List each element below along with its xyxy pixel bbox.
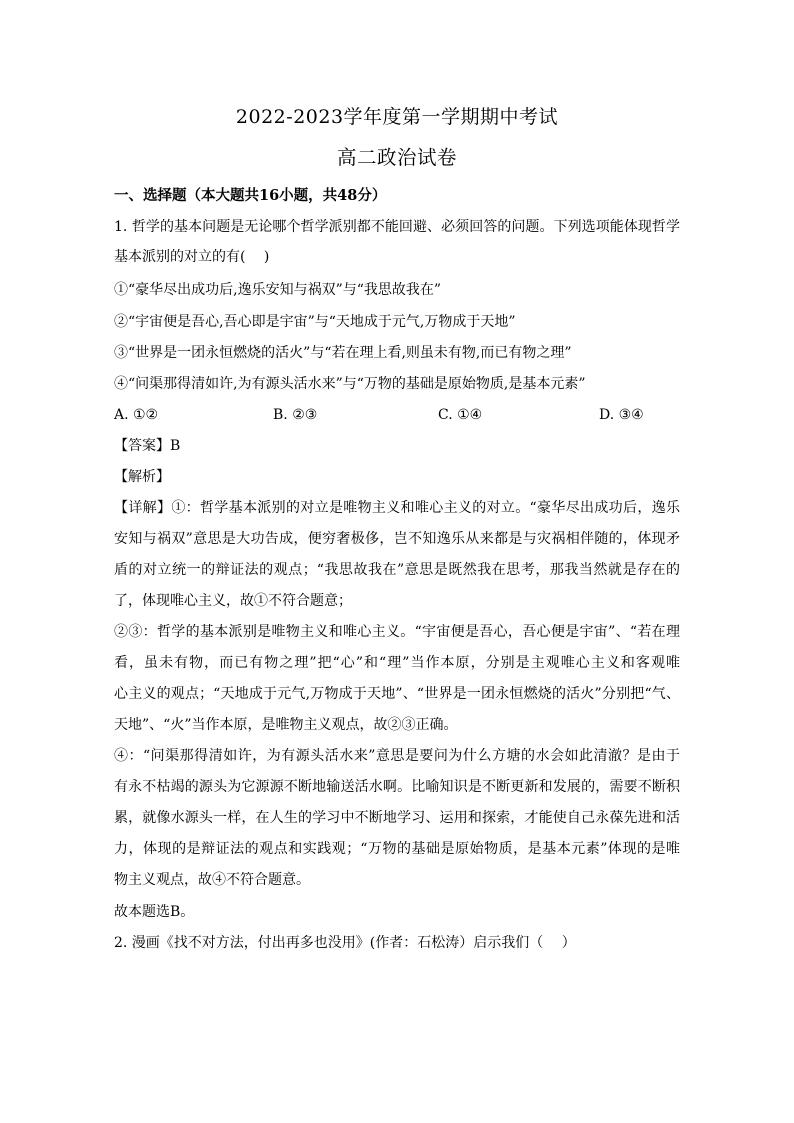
q1-item-3: ③“世界是一团永恒燃烧的活火”与“若在理上看,则虽未有物,而已有物之理” <box>114 345 572 361</box>
q1-detail-line: 天地”、“火”当作本原，是唯物主义观点，故②③正确。 <box>114 717 458 733</box>
q1-detail-line: 物主义观点，故④不符合题意。 <box>114 872 310 888</box>
exam-title: 2022-2023学年度第一学期期中考试 <box>235 106 559 128</box>
q1-item-1: ①“豪华尽出成功后,逸乐安知与祸双”与“我思故我在” <box>114 282 442 298</box>
q1-detail-line: 累，就像水源头一样，在人生的学习中不断地学习、运用和探索，才能使自己永葆先进和活 <box>114 810 680 826</box>
q1-option-d: D. ③④ <box>599 407 644 423</box>
q1-detail-line: 力，体现的是辩证法的观点和实践观；“万物的基础是原始物质，是基本元素”体现的是唯 <box>114 841 680 857</box>
q1-conclusion: 故本题选B。 <box>114 904 195 920</box>
exam-subtitle: 高二政治试卷 <box>336 146 457 169</box>
q1-detail-line: 了，体现唯心主义，故①不符合题意； <box>114 593 352 609</box>
q1-option-b: B. ②③ <box>273 407 318 423</box>
q1-detail-line: ④：“问渠那得清如许，为有源头活水来”意思是要问为什么方塘的水会如此清澈？是由于 <box>114 748 680 764</box>
q1-stem-line2: 基本派别的对立的有( ) <box>114 249 270 265</box>
q1-detail-line: 【详解】①：哲学基本派别的对立是唯物主义和唯心主义的对立。“豪华尽出成功后，逸乐 <box>114 500 680 516</box>
q1-analysis-label: 【解析】 <box>114 469 170 485</box>
q1-detail-line: 盾的对立统一的辩证法的观点；“我思故我在”意思是既然我在思考，那我当然就是存在的 <box>114 562 680 578</box>
q1-detail-line: ②③：哲学的基本派别是唯物主义和唯心主义。“宇宙便是吾心，吾心便是宇宙”、“若在理 <box>114 624 680 640</box>
q1-answer: 【答案】B <box>114 438 181 454</box>
q1-detail-line: 有永不枯竭的源头为它源源不断地输送活水啊。比喻知识是不断更新和发展的，需要不断积 <box>114 779 680 795</box>
section-heading: 一、选择题（本大题共16小题，共48分） <box>114 187 387 204</box>
q2-stem: 2. 漫画《找不对方法，付出再多也没用》(作者：石松涛）启示我们（ ） <box>114 935 576 951</box>
q1-stem-line1: 1. 哲学的基本问题是无论哪个哲学派别都不能回避、必须回答的问题。下列选项能体现哲学 <box>114 219 680 235</box>
q1-detail-line: 安知与祸双”意思是大功告成，便穷奢极侈，岂不知逸乐从来都是与灾祸相伴随的，体现矛 <box>114 531 680 547</box>
q1-item-2: ②“宇宙便是吾心,吾心即是宇宙”与“天地成于元气,万物成于天地” <box>114 314 516 330</box>
q1-option-c: C. ①④ <box>438 407 483 423</box>
q1-option-a: A. ①② <box>114 407 159 423</box>
q1-item-4: ④“问渠那得清如许,为有源头活水来”与“万物的基础是原始物质,是基本元素” <box>114 376 586 392</box>
q1-detail-line: 看，虽未有物，而已有物之理”把“心”和“理”当作本原，分别是主观唯心主义和客观唯 <box>114 655 680 671</box>
q1-detail-line: 心主义的观点；“天地成于元气,万物成于天地”、“世界是一团永恒燃烧的活火”分别把“气、 <box>114 686 680 702</box>
